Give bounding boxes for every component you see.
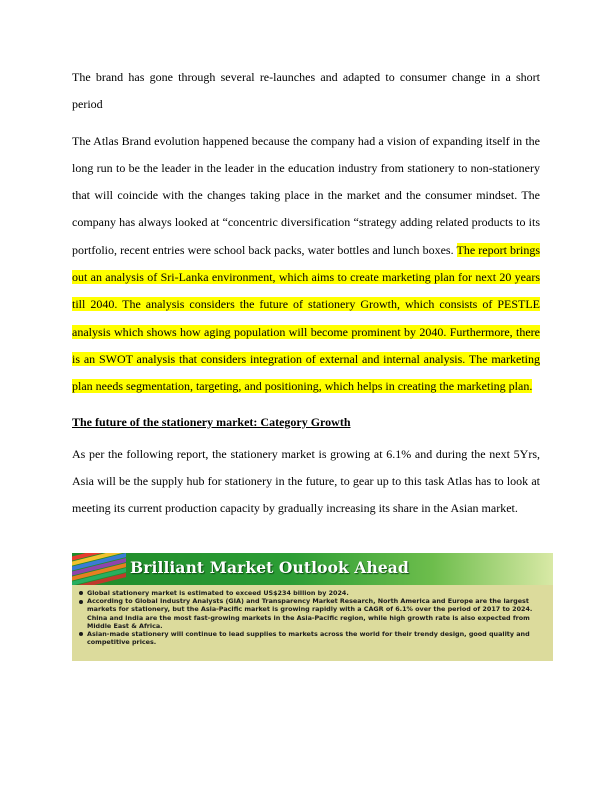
colored-pencils-icon (72, 553, 126, 585)
market-outlook-banner (72, 553, 553, 661)
banner-bullet: According to Global Industry Analysts (GIA) and Transparency Market Research, North America and Europe are the largest markets for stationery, but the Asia-Pacific market is growing rapidly with a CAGR of 6.1% over the period of 2017 to 2024. China and India are the most fast-growing markets in the Asia-Pacific region, while high growth rate is also expected from Middle East & Africa. (78, 597, 550, 630)
paragraph-atlas-evolution (72, 128, 540, 401)
banner-header (72, 553, 553, 585)
document-page (72, 64, 540, 522)
banner-bullet: Asian-made stationery will continue to lead supplies to markets across the world for their trendy design, good quality and competitive prices. (78, 630, 550, 646)
paragraph-market-growth: As per the following report, the stationery market is growing at 6.1% and during the next 5Yrs, Asia will be the supply hub for stationery in the future, to gear up to this task Atlas has to look at meeting its current production capacity by gradually increasing its share in the Asian market. (72, 446, 540, 516)
banner-bullet: Global stationery market is estimated to exceed US$234 billion by 2024. (78, 589, 550, 597)
paragraph-atlas-evolution-text: The Atlas Brand evolution happened because the company had a vision of expanding itself in the long run to be the leader in the leader in the education industry from stationery to non-stationery that will coincide with the changes taking place in the market and the consumer mindset. The company has always looked at “concentric diversification “strategy adding related products to its portfolio, recent entries were school back packs, water bottles and lunch boxes. (72, 133, 540, 257)
section-heading-category-growth: The future of the stationery market: Category Growth (72, 414, 351, 429)
banner-title: Brilliant Market Outlook Ahead (130, 558, 409, 577)
banner-bullet-list (78, 589, 550, 646)
paragraph-brand-relaunches: The brand has gone through several re-launches and adapted to consumer change in a short period (72, 70, 540, 112)
highlighted-report-summary: The report brings out an analysis of Sri-Lanka environment, which aims to create marketing plan for next 20 years till 2040. The analysis considers the future of stationery Growth, which consists of PESTLE analysis which shows how aging population will become prominent by 2040. Furthermore, there is an SWOT analysis that considers integration of external and internal analysis. The marketing plan needs segmentation, targeting, and positioning, which helps in creating the marketing plan. (72, 242, 541, 394)
